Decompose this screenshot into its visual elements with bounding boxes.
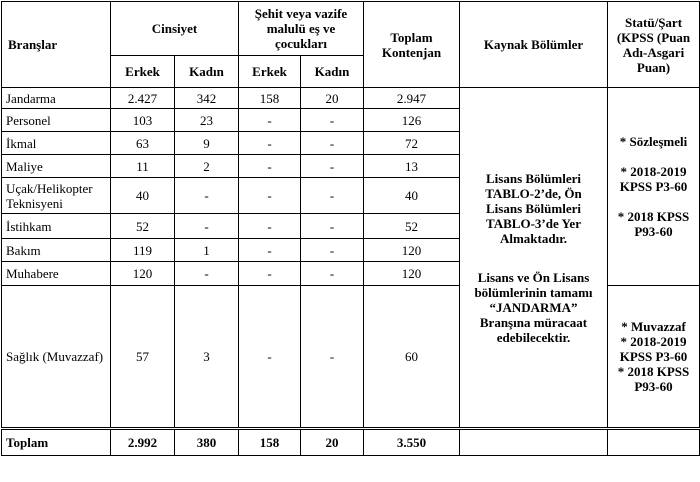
cell-kadin: 3: [175, 286, 239, 429]
statu-muvazzaf-cell: [608, 286, 700, 429]
statu-muvazzaf-title: * Muvazzaf: [621, 319, 686, 334]
kaynak-bolumler-cell: [460, 88, 608, 429]
cell-toplam: 72: [364, 132, 460, 155]
cell-sehit-kadin: -: [301, 155, 364, 178]
statu-sozlesmeli-line2: * 2018 KPSS P93-60: [617, 209, 690, 239]
statu-sozlesmeli-line1: * 2018-2019 KPSS P3-60: [619, 164, 688, 194]
total-row: [2, 429, 700, 456]
cell-kadin: -: [175, 214, 239, 239]
header-sehit: Şehit veya vazife malulü eş ve çocukları: [239, 2, 364, 56]
cell-erkek: 119: [111, 239, 175, 262]
cell-kadin: -: [175, 178, 239, 214]
cell-brans: Uçak/Helikopter Teknisyeni: [2, 178, 111, 214]
total-toplam: 3.550: [364, 429, 460, 456]
cell-sehit-erkek: -: [239, 132, 301, 155]
cell-toplam: 126: [364, 109, 460, 132]
cell-brans: Sağlık (Muvazzaf): [2, 286, 111, 429]
cell-kadin: 342: [175, 88, 239, 109]
header-erkek: Erkek: [111, 56, 175, 88]
cell-toplam: 13: [364, 155, 460, 178]
cell-erkek: 52: [111, 214, 175, 239]
cell-erkek: 11: [111, 155, 175, 178]
cell-sehit-erkek: -: [239, 239, 301, 262]
total-kadin: 380: [175, 429, 239, 456]
header-kadin: Kadın: [175, 56, 239, 88]
cell-erkek: 120: [111, 262, 175, 286]
total-label: Toplam: [2, 429, 111, 456]
cell-toplam: 120: [364, 262, 460, 286]
cell-sehit-erkek: -: [239, 286, 301, 429]
cell-sehit-kadin: -: [301, 262, 364, 286]
quota-table: [1, 1, 700, 456]
cell-kadin: 9: [175, 132, 239, 155]
kaynak-text-2: Lisans ve Ön Lisans bölümlerinin tamamı “JANDARMA” Branşına müracaat edebilecektir.: [474, 269, 593, 345]
cell-sehit-erkek: -: [239, 262, 301, 286]
cell-sehit-kadin: -: [301, 214, 364, 239]
header-kaynak: Kaynak Bölümler: [460, 2, 608, 88]
cell-sehit-kadin: 20: [301, 88, 364, 109]
cell-erkek: 103: [111, 109, 175, 132]
cell-brans: Jandarma: [2, 88, 111, 109]
total-statu-empty: [608, 429, 700, 456]
statu-sozlesmeli-title: * Sözleşmeli: [619, 134, 688, 149]
cell-sehit-erkek: -: [239, 109, 301, 132]
cell-erkek: 63: [111, 132, 175, 155]
statu-muvazzaf-line2: * 2018 KPSS P93-60: [617, 364, 690, 394]
total-kaynak-empty: [460, 429, 608, 456]
cell-erkek: 57: [111, 286, 175, 429]
header-sehit-kadin: Kadın: [301, 56, 364, 88]
cell-kadin: 2: [175, 155, 239, 178]
cell-kadin: -: [175, 262, 239, 286]
cell-sehit-erkek: -: [239, 178, 301, 214]
cell-brans: İstihkam: [2, 214, 111, 239]
statu-sozlesmeli-cell: [608, 88, 700, 286]
header-statu: Statü/Şart (KPSS (Puan Adı-Asgari Puan): [608, 2, 700, 88]
header-cinsiyet: Cinsiyet: [111, 2, 239, 56]
cell-toplam: 52: [364, 214, 460, 239]
cell-toplam: 60: [364, 286, 460, 429]
cell-kadin: 23: [175, 109, 239, 132]
cell-brans: Muhabere: [2, 262, 111, 286]
cell-kadin: 1: [175, 239, 239, 262]
kaynak-text-1: Lisans Bölümleri TABLO-2’de, Ön Lisans Bölümleri TABLO-3’de Yer Almaktadır.: [485, 170, 582, 246]
cell-toplam: 40: [364, 178, 460, 214]
cell-brans: Personel: [2, 109, 111, 132]
cell-sehit-erkek: -: [239, 214, 301, 239]
header-sehit-erkek: Erkek: [239, 56, 301, 88]
statu-muvazzaf-line1: * 2018-2019 KPSS P3-60: [619, 334, 688, 364]
total-erkek: 2.992: [111, 429, 175, 456]
cell-toplam: 120: [364, 239, 460, 262]
cell-toplam: 2.947: [364, 88, 460, 109]
cell-sehit-kadin: -: [301, 178, 364, 214]
cell-brans: İkmal: [2, 132, 111, 155]
table-row: [2, 88, 700, 109]
cell-sehit-kadin: -: [301, 286, 364, 429]
cell-erkek: 2.427: [111, 88, 175, 109]
total-sehit-erkek: 158: [239, 429, 301, 456]
cell-sehit-kadin: -: [301, 239, 364, 262]
cell-sehit-erkek: 158: [239, 88, 301, 109]
total-sehit-kadin: 20: [301, 429, 364, 456]
cell-erkek: 40: [111, 178, 175, 214]
cell-brans: Maliye: [2, 155, 111, 178]
header-branslar: Branşlar: [2, 2, 111, 88]
cell-sehit-kadin: -: [301, 132, 364, 155]
cell-sehit-kadin: -: [301, 109, 364, 132]
header-toplam-kontenjan: Toplam Kontenjan: [364, 2, 460, 88]
cell-sehit-erkek: -: [239, 155, 301, 178]
cell-brans: Bakım: [2, 239, 111, 262]
